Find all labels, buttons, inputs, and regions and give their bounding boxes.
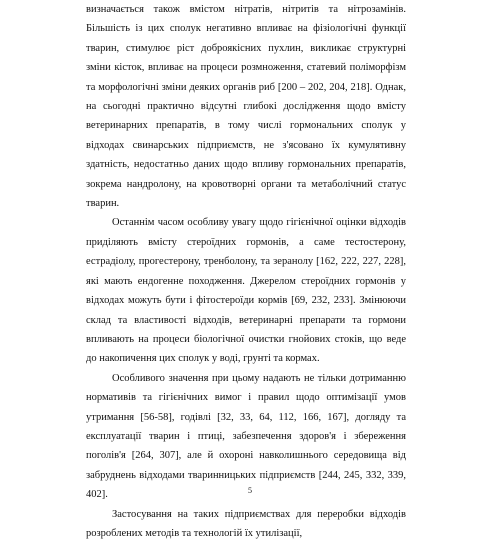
paragraph-2: Останнім часом особливу увагу щодо гігієнічної оцінки відходів приділяють вмісту стероїдних гормонів, а саме тестостерону, естрадіолу, прогестерону, тренболону, та зеранолу [162, 222, 227, 228], які мають ендогенне походження. Джерелом стероїдних гормонів у відходах можуть бути і фітостероїди кормів [69, 232, 233]. Змінюючи склад та властивості відходів, ветеринарні препарати та гормони впливають на процеси біологічної очистки гнойових стоків, що веде до накопичення цих сполук у воді, грунті та кормах. xyxy=(86,217,406,365)
document-body xyxy=(86,0,406,543)
paragraph-4: Застосування на таких підприємствах для переробки відходів розроблених методів та технологій їх утилізації, xyxy=(86,508,406,539)
page-number: 5 xyxy=(248,486,252,495)
paragraph-3: Особливого значення при цьому надають не тільки дотриманню нормативів та гігієнічних вимог і правил щодо оптимізації умов утримання [56-58], годівлі [32, 33, 64, 112, 166, 167], догляду та експлуатації тварин і птиці, забезпечення здоров'я і збереження поголів'я [264, 307], але й охороні навколишнього середовища від забруднень відходами тваринницьких підприємств [244, 245, 332, 339, 402]. xyxy=(86,372,406,501)
paragraph-1: визначається також вмістом нітратів, нітритів та нітрозамінів. Більшість із цих сполук негативно впливає на фізіологічні функції тварин, стимулює ріст доброякісних пухлин, викликає структурні зміни кісток, впливає на процеси розмноження, статевий поліморфізм та морфологічні зміни деяких органів риб [200 – 202, 204, 218]. Однак, на сьогодні практично відсутні глибокі дослідження щодо вмісту ветеринарних препаратів, в тому числі гормональних сполук у відходах свинарських підприємств, не з'ясовано їх кумулятивну здатність, недостатньо даних щодо впливу гормональних препаратів, зокрема нандролону, на кровотворні органи та метаболічний статус тварин. xyxy=(86,4,406,210)
